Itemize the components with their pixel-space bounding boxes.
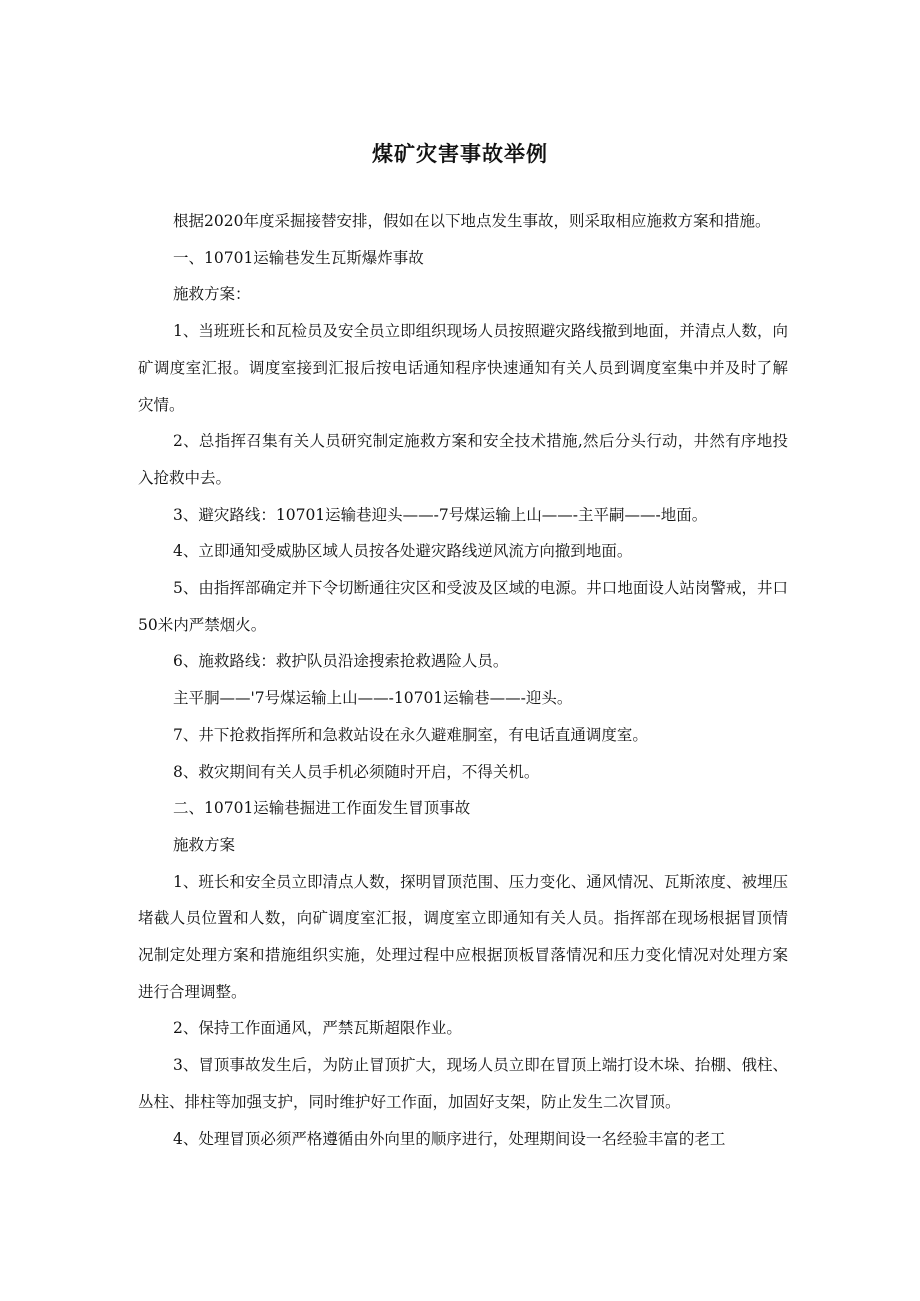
subheading-rescue-plan-1: 施救方案：: [173, 285, 251, 304]
paragraph-intro: 根据2020年度采掘接替安排，假如在以下地点发生事故，则采取相应施救方案和措施。: [173, 212, 771, 230]
paragraph-2-3: 3、冒顶事故发生后，为防止冒顶扩大，现场人员立即在冒顶上端打设木垛、抬棚、俄柱、丛柱、排柱等加强支护，同时维护好工作面，加固好支架，防止发生二次冒顶。: [138, 1056, 788, 1111]
paragraph-1-5: 5、由指挥部确定并下令切断通往灾区和受波及区域的电源。井口地面设人站岗警戒，井口50米内严禁烟火。: [138, 579, 788, 634]
paragraph-1-7: 7、井下抢救指挥所和急救站设在永久避难胴室，有电话直通调度室。: [173, 725, 648, 744]
paragraph-2-1: 1、班长和安全员立即清点人数，探明冒顶范围、压力变化、通风情况、瓦斯浓度、被埋压堵截人员位置和人数，向矿调度室汇报，调度室立即通知有关人员。指挥部在现场根据冒顶情况制定处理方案和措施组织实施，处理过程中应根据顶板冒落情况和压力变化情况对处理方案进行合理调整。: [138, 872, 788, 1001]
paragraph-1-4: 4、立即通知受威胁区域人员按各处避灾路线逆风流方向撤到地面。: [173, 542, 633, 561]
section-heading-1: 一、10701运输巷发生瓦斯爆炸事故: [173, 248, 424, 267]
paragraph-1-1: 1、当班班长和瓦检员及安全员立即组织现场人员按照避灾路线撤到地面，并清点人数，向矿调度室汇报。调度室接到汇报后按电话通知程序快速通知有关人员到调度室集中并及时了解灾情。: [138, 322, 788, 414]
paragraph-1-3: 3、避灾路线：10701运输巷迎头——-7号煤运输上山——-主平嗣——-地面。: [173, 505, 708, 524]
section-heading-2: 二、10701运输巷掘进工作面发生冒顶事故: [173, 799, 471, 818]
paragraph-1-6: 6、施救路线：救护队员沿途搜索抢救遇险人员。: [173, 652, 509, 671]
document-title: 煤矿灾害事故举例: [372, 142, 548, 166]
paragraph-2-2: 2、保持工作面通风，严禁瓦斯超限作业。: [173, 1019, 462, 1038]
subheading-rescue-plan-2: 施救方案: [173, 835, 236, 854]
paragraph-1-2: 2、总指挥召集有关人员研究制定施救方案和安全技术措施,然后分头行动，井然有序地投入抢救中去。: [138, 432, 788, 487]
paragraph-1-6-route: 主平胴——'7号煤运输上山——-10701运输巷——-迎头。: [173, 689, 573, 708]
paragraph-2-4: 4、处理冒顶必须严格遵循由外向里的顺序进行，处理期间设一名经验丰富的老工: [173, 1129, 726, 1148]
document-body: [138, 203, 788, 1157]
paragraph-1-8: 8、救灾期间有关人员手机必须随时开启，不得关机。: [173, 762, 540, 781]
